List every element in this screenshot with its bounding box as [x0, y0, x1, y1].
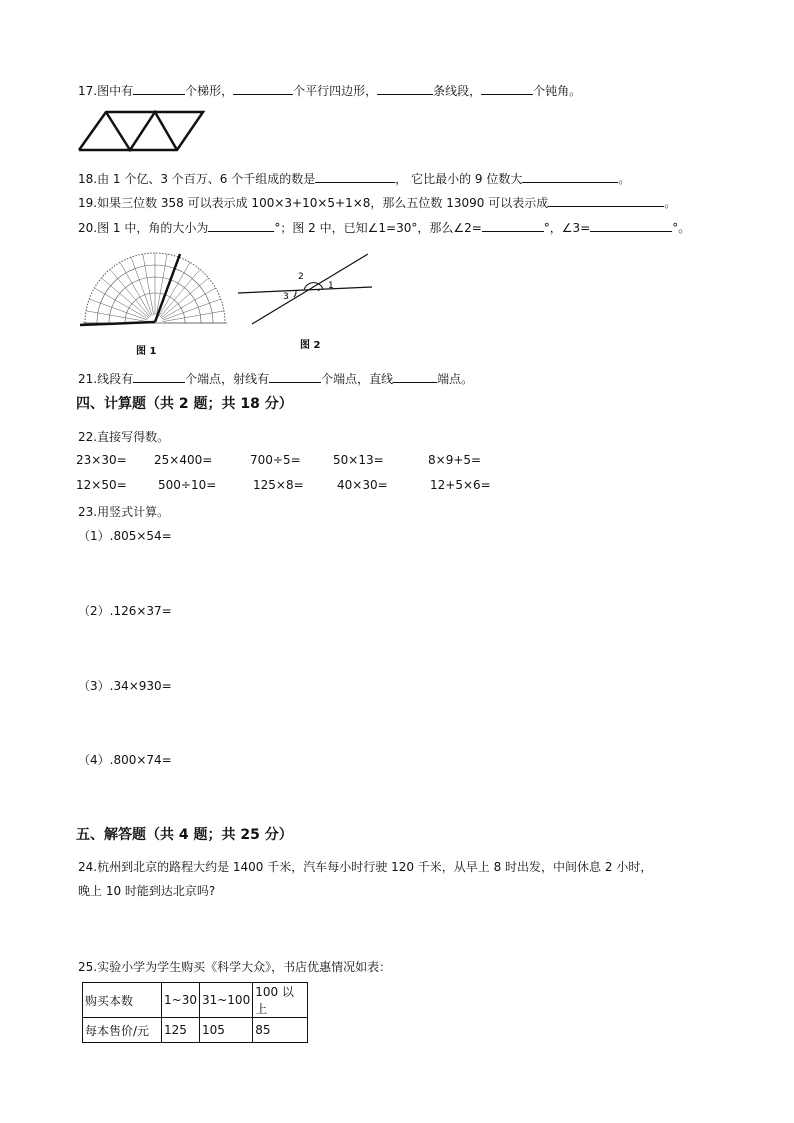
- section-5-heading: 五、解答题（共 4 题；共 25 分）: [76, 827, 293, 843]
- q18-blank-number[interactable]: [315, 171, 395, 183]
- q22-row2-c1: 12×50=: [76, 478, 127, 492]
- q23-title: 23.用竖式计算。: [78, 505, 170, 519]
- q17-blank-parallelogram[interactable]: [233, 83, 293, 95]
- q20-text: 20.图 1 中，角的大小为 °；图 2 中，已知∠1=30°，那么∠2= °，∠3= °。: [78, 221, 691, 235]
- q22-row1-c1: 23×30=: [76, 453, 127, 467]
- q17-blank-segments[interactable]: [377, 83, 433, 95]
- q22-title: 22.直接写得数。: [78, 430, 170, 444]
- q22-row1-c2: 25×400=: [154, 453, 213, 467]
- q17-figure: [76, 108, 206, 152]
- table-cell: 100 以上: [253, 983, 308, 1018]
- table-cell: 购买本数: [83, 983, 162, 1018]
- table-cell: 125: [162, 1018, 200, 1043]
- angle-1-label: 1: [328, 281, 334, 291]
- q22-row1-c5: 8×9+5=: [428, 453, 482, 467]
- table-cell: 每本售价/元: [83, 1018, 162, 1043]
- q17-blank-obtuse[interactable]: [481, 83, 533, 95]
- q23-item-3: （3）.34×930=: [78, 679, 172, 693]
- q22-row2-c5: 12+5×6=: [430, 478, 491, 492]
- fig1-caption: 图 1: [136, 346, 157, 357]
- q24-line1: 24.杭州到北京的路程大约是 1400 千米，汽车每小时行驶 120 千米，从早上 8 时出发，中间休息 2 小时，: [78, 860, 653, 874]
- q21-blank-line[interactable]: [393, 371, 437, 383]
- q21-text: 21.线段有 个端点，射线有 个端点，直线 端点。: [78, 372, 474, 386]
- table-row: [83, 983, 308, 1018]
- q20-blank-angle[interactable]: [208, 220, 274, 232]
- q23-item-1: （1）.805×54=: [78, 529, 172, 543]
- protractor-figure: [80, 250, 240, 330]
- q18-text: 18.由 1 个亿、3 个百万、6 个千组成的数是 ， 它比最小的 9 位数大 。: [78, 172, 631, 186]
- q23-item-2: （2）.126×37=: [78, 604, 172, 618]
- q20-blank-angle2[interactable]: [482, 220, 544, 232]
- q24-line2: 晚上 10 时能到达北京吗?: [78, 884, 216, 898]
- q22-row2-c3: 125×8=: [253, 478, 304, 492]
- intersecting-lines-figure: [236, 250, 376, 328]
- q17-blank-trapezoid[interactable]: [133, 83, 185, 95]
- q17-text: 17.图中有 个梯形， 个平行四边形， 条线段， 个钝角。: [78, 84, 582, 98]
- q25-title: 25.实验小学为学生购买《科学大众》，书店优惠情况如表：: [78, 960, 392, 974]
- q22-row2-c2: 500÷10=: [158, 478, 217, 492]
- table-cell: 85: [253, 1018, 308, 1043]
- q23-item-4: （4）.800×74=: [78, 753, 172, 767]
- table-cell: 31~100: [199, 983, 252, 1018]
- section-4-heading: 四、计算题（共 2 题；共 18 分）: [76, 396, 293, 412]
- table-row: [83, 1018, 308, 1043]
- angle-2-label: 2: [298, 272, 304, 282]
- price-table: [82, 982, 308, 1043]
- q22-row2-c4: 40×30=: [337, 478, 388, 492]
- q19-blank[interactable]: [548, 195, 664, 207]
- q18-blank-difference[interactable]: [522, 171, 618, 183]
- q21-blank-ray[interactable]: [269, 371, 321, 383]
- q22-row1-c3: 700÷5=: [250, 453, 301, 467]
- q22-row1-c4: 50×13=: [333, 453, 384, 467]
- q20-blank-angle3[interactable]: [590, 220, 672, 232]
- q21-blank-segment[interactable]: [133, 371, 185, 383]
- table-cell: 1~30: [162, 983, 200, 1018]
- angle-3-label: 3: [283, 292, 289, 302]
- table-cell: 105: [199, 1018, 252, 1043]
- fig2-caption: 图 2: [300, 340, 321, 351]
- q19-text: 19.如果三位数 358 可以表示成 100×3+10×5+1×8，那么五位数 13090 可以表示成 。: [78, 196, 677, 210]
